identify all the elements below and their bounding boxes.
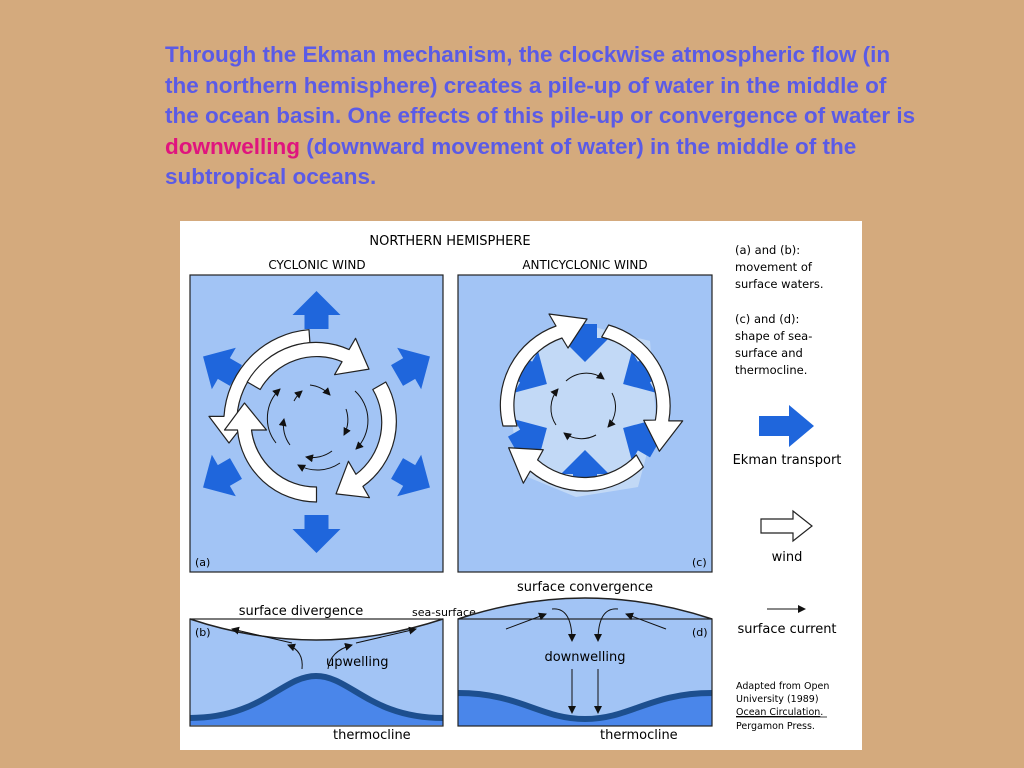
surface-divergence-label: surface divergence [238,604,364,619]
surface-current-label: surface current [737,622,837,637]
legend-note-line5: shape of sea- [735,329,813,343]
credit-line1: Adapted from Open [736,681,830,692]
figure-title: NORTHERN HEMISPHERE [369,234,531,249]
panel-d-downwelling [458,580,712,743]
legend-note-line3: surface waters. [735,277,824,291]
legend-note-line7: thermocline. [735,363,808,377]
panel-d-tag: (d) [692,626,708,639]
surface-convergence-label: surface convergence [517,580,653,595]
legend-note-line2: movement of [735,260,812,274]
panel-b-tag: (b) [195,626,211,639]
panel-a-tag: (a) [195,556,211,569]
ekman-figure-svg [180,221,862,750]
credit-line2: University (1989) [736,694,819,705]
ekman-transport-label: Ekman transport [732,453,842,468]
panel-b-upwelling [190,604,476,743]
caption-text-end: (downward movement of water) in the middle of the subtropical oceans. [165,133,857,189]
thermocline-label-d: thermocline [600,728,678,743]
upwelling-label: upwelling [326,655,389,670]
sea-surface-label: sea-surface [412,606,476,619]
downwelling-label: downwelling [544,650,626,665]
ekman-figure [180,221,862,750]
legend-note-line6: surface and [735,346,803,360]
credit-line3-suffix: . [820,707,824,718]
panel-a-cyclonic [190,275,443,572]
wind-label: wind [771,550,803,565]
caption-highlight-downwelling: downwelling [165,133,300,159]
credit-line3 [736,707,823,718]
panel-c-tag: (c) [692,556,707,569]
legend [733,243,842,732]
anticyclonic-heading: ANTICYCLONIC WIND [522,258,648,272]
legend-note-line4: (c) and (d): [735,312,800,326]
cyclonic-heading: CYCLONIC WIND [268,258,366,272]
credit-line4: Pergamon Press. [736,721,815,732]
caption-text [165,40,925,193]
thermocline-label-b: thermocline [333,728,411,743]
wind-arrow-icon [761,511,812,541]
credit-book-title: Ocean Circulation [736,707,821,718]
ekman-transport-arrow-icon [759,405,814,447]
panel-c-anticyclonic [458,275,712,572]
legend-note-line1: (a) and (b): [735,243,801,257]
caption-text-start: Through the Ekman mechanism, the clockwise atmospheric flow (in the northern hemisphere) creates a pile-up of water in the middle of the ocean basin. One effects of this pile-up or convergence of water is [165,42,916,128]
